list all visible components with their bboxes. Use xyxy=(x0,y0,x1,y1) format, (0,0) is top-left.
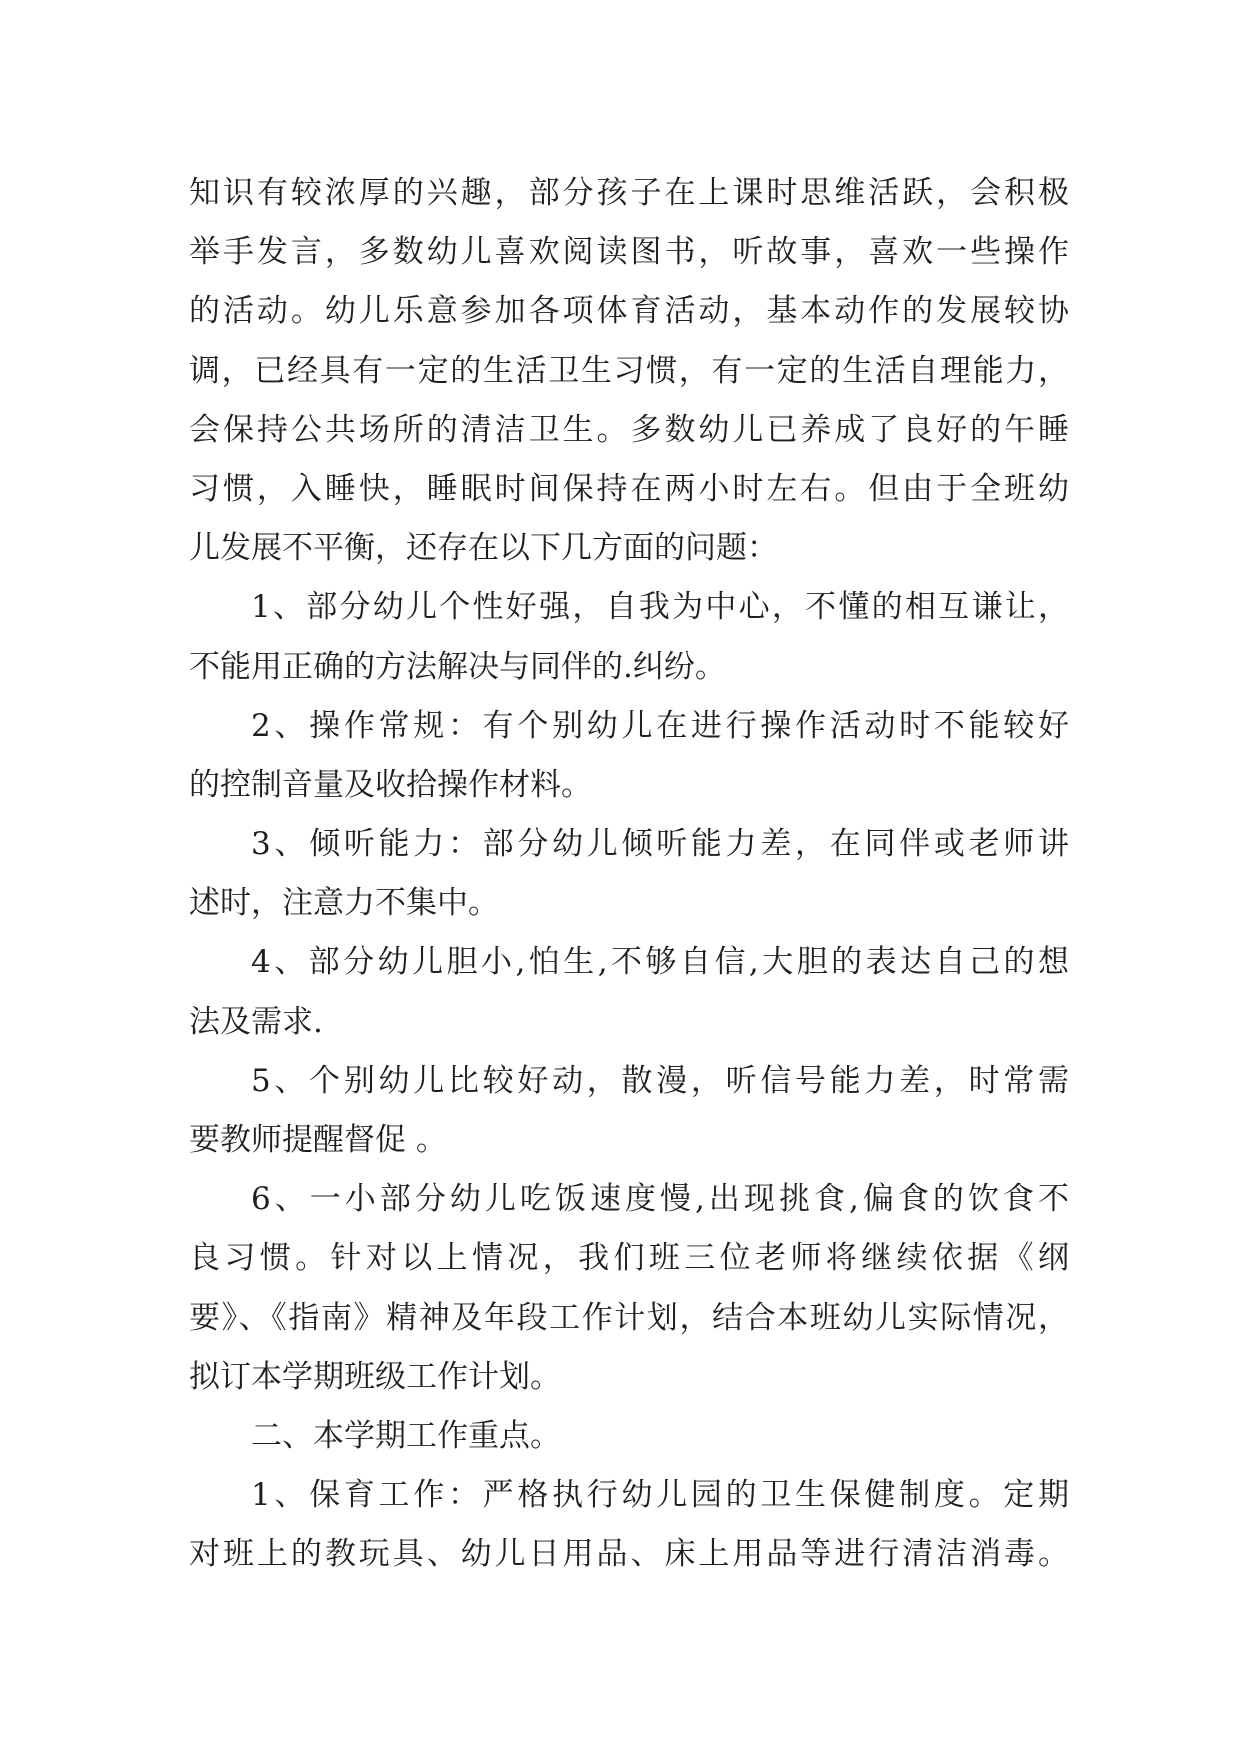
text-line: 的活动。幼儿乐意参加各项体育活动，基本动作的发展较协 xyxy=(189,293,1069,330)
text-line: 述时，注意力不集中。 xyxy=(189,885,499,922)
text-line: 会保持公共场所的清洁卫生。多数幼儿已养成了良好的午睡 xyxy=(189,411,1069,448)
text-line: 对班上的教玩具、幼儿日用品、床上用品等进行清洁消毒。 xyxy=(189,1536,1069,1573)
text-line: 2、操作常规：有个别幼儿在进行操作活动时不能较好 xyxy=(251,707,1069,744)
text-line: 调，已经具有一定的生活卫生习惯，有一定的生活自理能力， xyxy=(189,352,1069,389)
text-line: 5、个别幼儿比较好动，散漫，听信号能力差，时常需 xyxy=(251,1062,1069,1099)
text-line: 要》、《指南》精神及年段工作计划，结合本班幼儿实际情况， xyxy=(189,1299,1069,1336)
text-line: 习惯，入睡快，睡眠时间保持在两小时左右。但由于全班幼 xyxy=(189,470,1069,507)
text-line: 4、部分幼儿胆小,怕生,不够自信,大胆的表达自己的想 xyxy=(251,944,1069,981)
text-line: 举手发言，多数幼儿喜欢阅读图书，听故事，喜欢一些操作 xyxy=(189,234,1069,271)
text-line: 的控制音量及收拾操作材料。 xyxy=(189,766,592,803)
text-line: 不能用正确的方法解决与同伴的.纠纷。 xyxy=(189,648,726,685)
text-line: 知识有较浓厚的兴趣，部分孩子在上课时思维活跃，会积极 xyxy=(189,175,1069,211)
text-line: 6、一小部分幼儿吃饭速度慢,出现挑食,偏食的饮食不 xyxy=(251,1181,1069,1218)
text-line: 1、部分幼儿个性好强，自我为中心，不懂的相互谦让， xyxy=(251,589,1069,626)
text-line: 要教师提醒督促 。 xyxy=(189,1122,447,1158)
document-body xyxy=(189,164,1069,1585)
text-line: 二、本学期工作重点。 xyxy=(251,1417,561,1454)
text-line: 法及需求. xyxy=(189,1003,323,1040)
text-line: 儿发展不平衡，还存在以下几方面的问题： xyxy=(189,530,778,567)
text-line: 良习惯。针对以上情况，我们班三位老师将继续依据《纲 xyxy=(189,1240,1069,1277)
text-line: 3、倾听能力：部分幼儿倾听能力差，在同伴或老师讲 xyxy=(251,826,1069,863)
text-line: 拟订本学期班级工作计划。 xyxy=(189,1358,561,1395)
text-line: 1、保育工作：严格执行幼儿园的卫生保健制度。定期 xyxy=(251,1477,1069,1514)
